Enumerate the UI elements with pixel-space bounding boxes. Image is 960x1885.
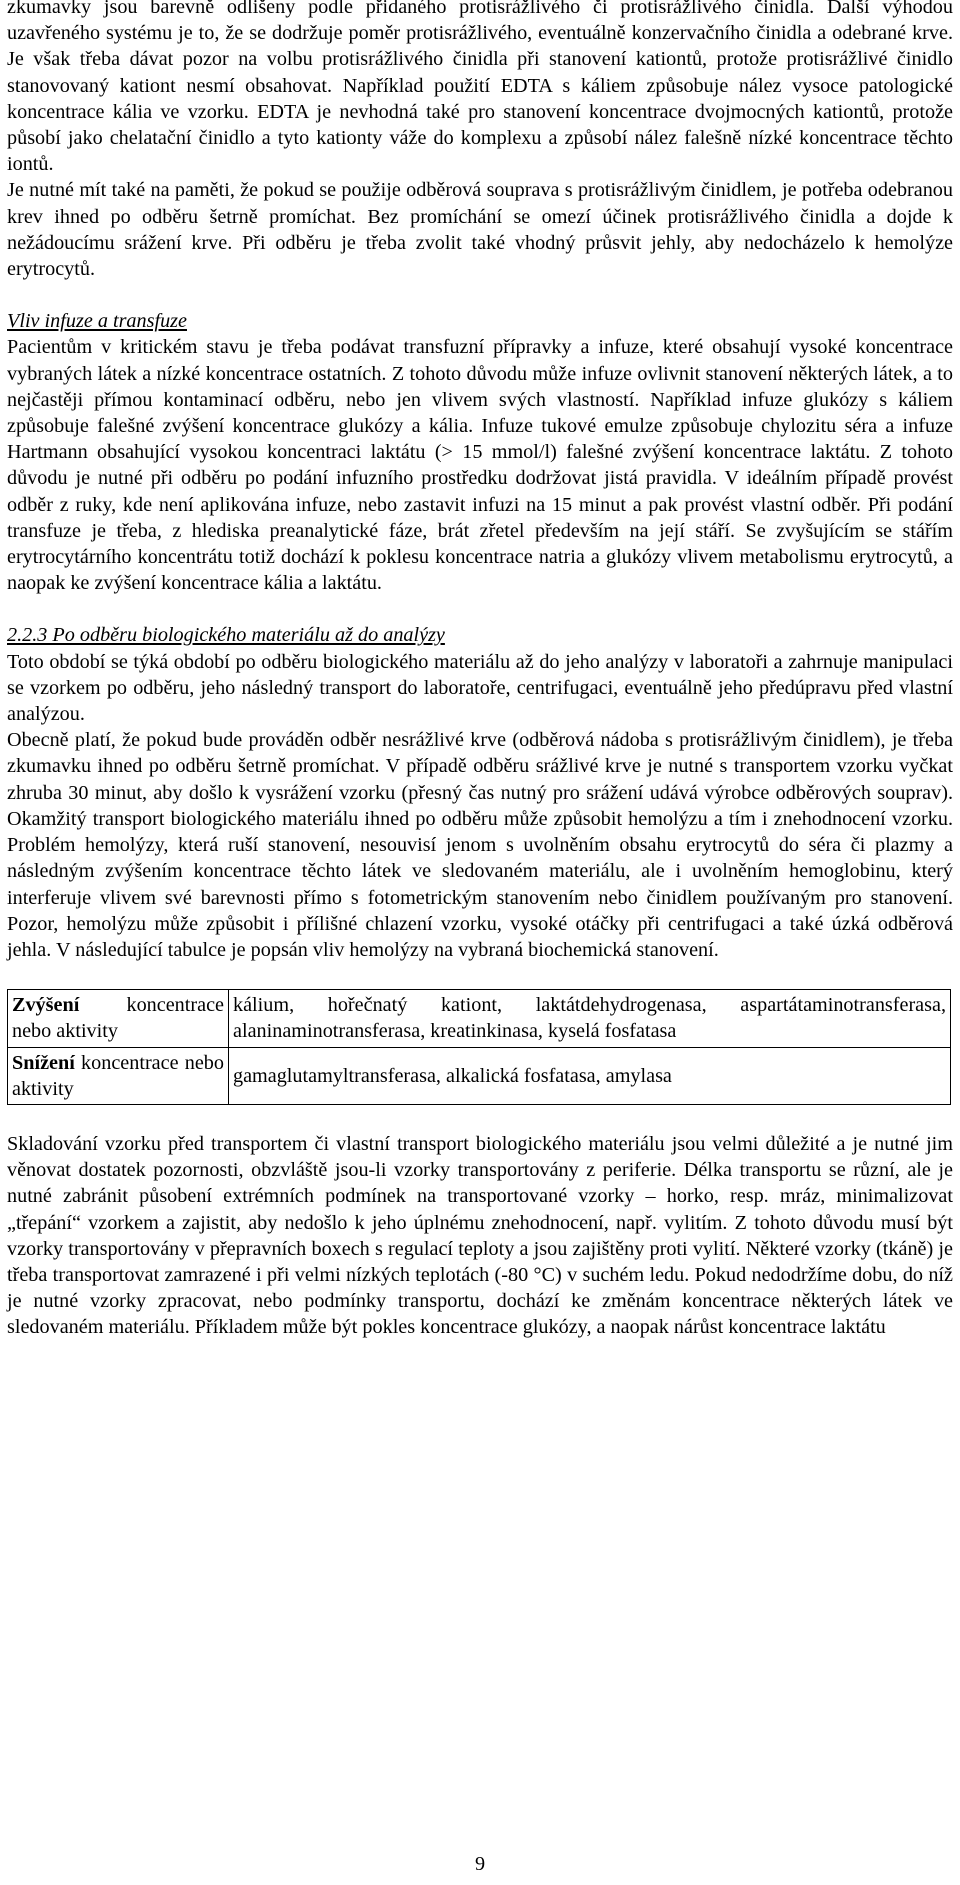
text-run: Je však třeba dávat pozor na volbu protisrážlivého činidla při stanovení kationtů, protože protisrážlivé činidlo stanovovaný kationt nesmí obsahovat. Například použití EDTA s káliem způsobuje nález vysoce patologické koncentrace kália ve vzorku. EDTA je nevhodná také pro stanovení koncentrace dvojmocných kationtů, protože působí jako chelatační činidlo a tyto kationty váže do komplexu a způsobí nález falešně nízké koncentrace těchto iontů.: [7, 48, 953, 176]
label-bold: Snížení: [12, 1051, 75, 1074]
paragraph-anticoagulant-mixing: Je nutné mít také na paměti, že pokud se použije odběrová souprava s protisrážlivým činidlem, je potřeba odebranou krev ihned po odběru šetrně promíchat. Bez promíchání se omezí účinek protisrážlivého činidla a dojde k nežádoucímu srážení krve. Při odběru je třeba zvolit také vhodný průsvit jehly, aby nedocházelo k hemolýze erytrocytů.: [7, 179, 953, 281]
paragraph-storage-transport: Skladování vzorku před transportem či vlastní transport biologického materiálu jsou velmi důležité a je nutné jim věnovat dostatek pozornosti, obzvláště jsou-li vzorky transportovány z periferie. Délka transportu se různí, ale je nutné zabránit působení extrémních podmínek na transportované vzorky – horko, resp. mráz, minimalizovat „třepání“ vzorkem a zajistit, aby nedošlo k jeho úplnému znehodnocení, např. vylitím. Z tohoto důvodu musí být vzorky transportovány v přepravních boxech s regulací teploty a jsou zajištěny proti vylití. Některé vzorky (tkáně) je třeba transportovat zamrazené i při velmi nízkých teplotách (-80 °C) v suchém ledu. Pokud nedodržíme dobu, do níž je nutné vzorky zpracovat, nebo podmínky transportu, dochází ke změnám koncentrace některých látek ve sledovaném materiálu. Příkladem může být pokles koncentrace glukózy, a naopak nárůst koncentrace laktátu: [7, 1132, 953, 1339]
page-number: 9: [474, 1853, 486, 1875]
text-line: Další výhodou uzavřeného systému je to, že se dodržuje poměr protisrážlivého, eventuálně: [7, 0, 953, 45]
table-row: [8, 1047, 951, 1104]
section-heading-2-2-3: 2.2.3 Po odběru biologického materiálu až do analýzy: [7, 624, 445, 647]
paragraph-post-collection: Toto období se týká období po odběru biologického materiálu až do jeho analýzy v laboratoři a zahrnuje manipulaci se vzorkem po odběru, jeho následný transport do laboratoře, centrifugaci, eventuálně jeho předúpravu před vlastní analýzou.: [7, 650, 953, 726]
text-line: konzervačního činidla a odebrané krve.: [631, 22, 953, 45]
document-page: [7, 0, 953, 1341]
label-rest: koncentrace nebo aktivity: [12, 1051, 224, 1100]
hemolysis-effects-table: [7, 989, 951, 1105]
spacer: [7, 1105, 953, 1131]
table-cell-label: [8, 990, 229, 1047]
paragraph-infusion: Pacientům v kritickém stavu je třeba podávat transfuzní přípravky a infuze, které obsahují vysoké koncentrace vybraných látek a nízké koncentrace ostatních. Z tohoto důvodu může infuze ovlivnit stanovení některých látek, a to nejčastěji přímou kontaminací odběru, nebo jen vlivem svých vlastností. Například infuze glukózy s káliem způsobuje falešné zvýšení koncentrace glukózy a kália. Infuze tukové emulze způsobuje chylozitu séra a infuze Hartmann obsahující vysokou koncentraci laktátu (> 15 mmol/l) falešné zvýšení koncentrace laktátu. Z tohoto důvodu je nutné při odběru po podání infuzního prostředku dodržovat jistá pravidla. V ideálním případě provést odběr z ruky, kde není aplikována infuze, nebo zastavit infuzi na 15 minut a pak provést vlastní odběr. Při podání transfuze je třeba, z hlediska preanalytické fáze, brát zřetel především na její stáří. Se zvyšujícím se stářím erytrocytárního koncentrátu totiž dochází k poklesu koncentrace natria a glukózy vlivem metabolismu erytrocytů, a naopak ke zvýšení koncentrace kália a laktátu.: [7, 336, 953, 595]
section-heading-infusion: Vliv infuze a transfuze: [7, 310, 187, 333]
spacer: [7, 963, 953, 989]
label-rest: koncentrace nebo aktivity: [12, 994, 224, 1043]
table-cell-value: kálium, hořečnatý kationt, laktátdehydrogenasa, aspartátaminotransferasa, alaninaminotransferasa, kreatinkinasa, kyselá fosfatasa: [229, 990, 951, 1047]
table-cell-label: [8, 1047, 229, 1104]
paragraph-sample-tubes: [7, 0, 953, 177]
spacer: [7, 282, 953, 308]
paragraph-hemolysis: Obecně platí, že pokud bude prováděn odběr nesrážlivé krve (odběrová nádoba s protisrážlivým činidlem), je třeba zkumavku ihned po odběru šetrně promíchat. V případě odběru srážlivé krve je nutné s transportem vzorku vyčkat zhruba 30 minut, aby došlo k vysrážení vzorku (přesný čas nutný pro srážení udává výrobce odběrových souprav). Okamžitý transport biologického materiálu ihned po odběru může způsobit hemolýzu a tím i znehodnocení vzorku. Problém hemolýzy, která ruší stanovení, nesouvisí jenom s uvolněním obsahu erytrocytů do séra či plazmy a následným zvýšením koncentrace těchto látek ve sledovaném materiálu, ale i uvolněním hemoglobinu, který interferuje vlivem své barevnosti přímo s fotometrickým stanovením nebo činidlem používaným pro stanovení. Pozor, hemolýzu může způsobit i přílišné chlazení vzorku, vysoké otáčky při centrifugaci a také úzká odběrová jehla. V následující tabulce je popsán vliv hemolýzy na vybraná biochemická stanovení.: [7, 729, 953, 961]
table-cell-value: gamaglutamyltransferasa, alkalická fosfatasa, amylasa: [229, 1047, 951, 1104]
table-row: [8, 990, 951, 1047]
label-bold: Zvýšení: [12, 994, 80, 1017]
text-line: zkumavky jsou barevně odlišeny podle přidaného protisrážlivého či protisrážlivého činidla.: [7, 0, 815, 18]
spacer: [7, 596, 953, 622]
